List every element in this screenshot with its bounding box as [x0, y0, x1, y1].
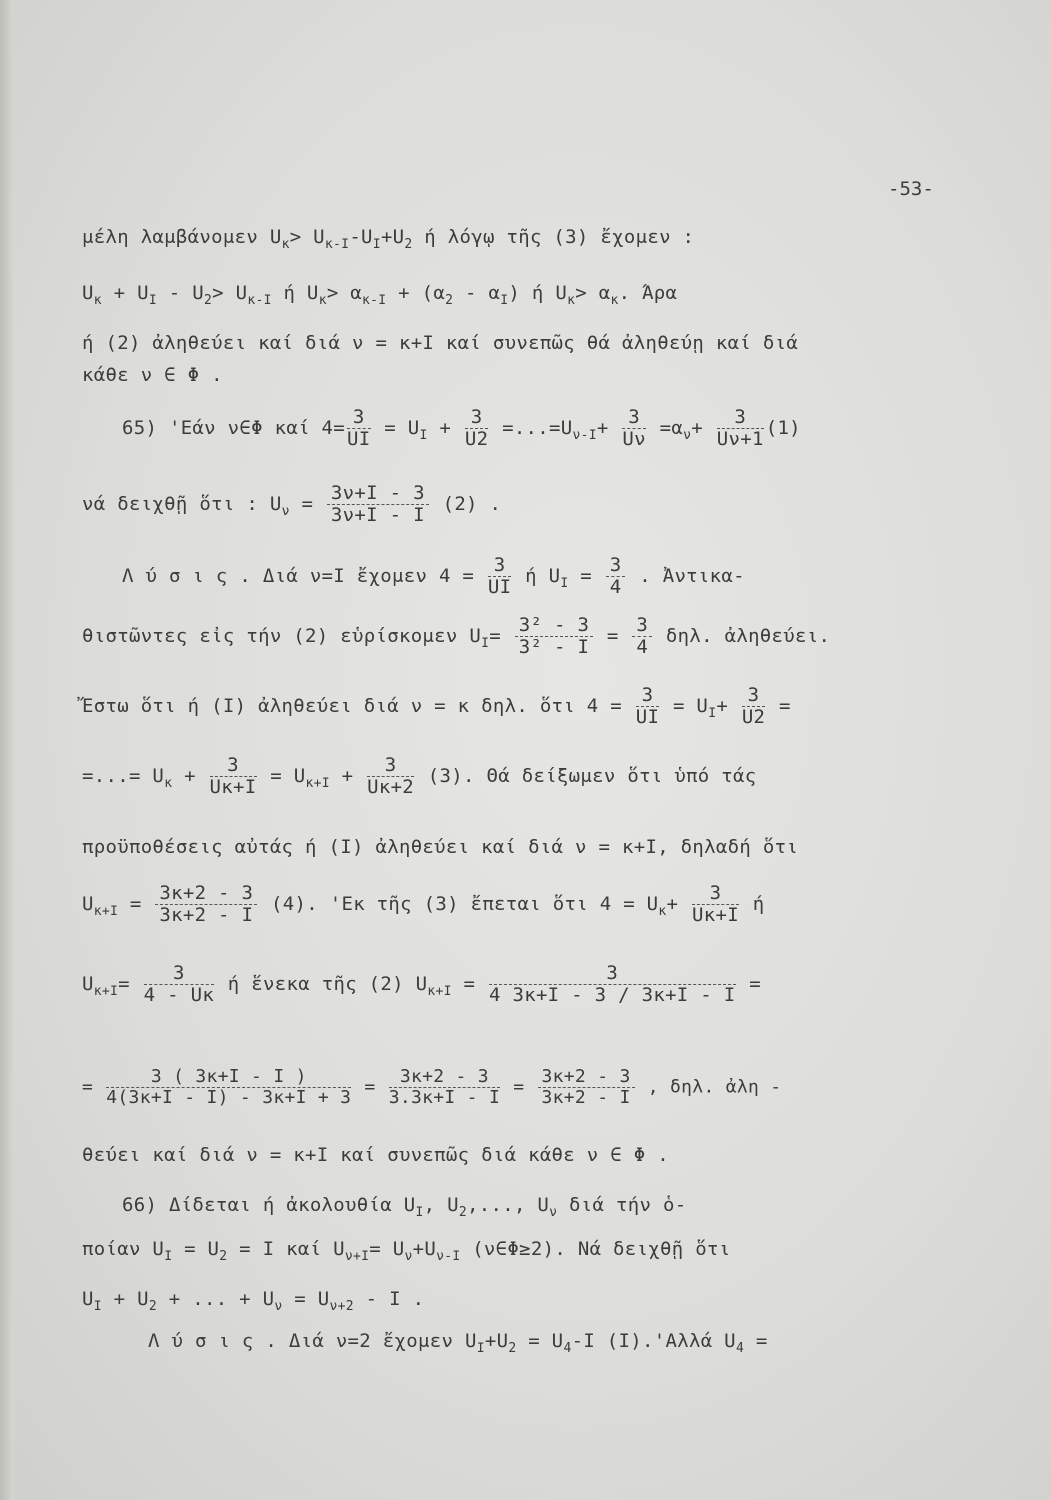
fraction: $\frac{3\nu+I - 3}{3\nu+I - I}$ — [327, 484, 429, 525]
problem-65-statement: 65) 'Εάν ν∈Φ καί 4= $\frac{3}{UI}$ = $U_I$ + $\frac{3}{U2}$ $=...=U_{\nu-I}+$ $\frac{3}{U\nu}$ $=\alpha_\nu+$ $\frac{3}{U\nu+1}$ (1) — [122, 406, 801, 450]
text-line-8: θιστῶντες εἰς τήν (2) εὑρίσκομεν $U_I=$ $\frac{\text{3² - 3}}{\text{3² - Ι}}$ = $\frac{3}{4}$ δηλ. ἀληθεύει. — [82, 614, 831, 658]
fraction: $\frac{3}{U\kappa+I}$ — [209, 754, 257, 798]
text-line-17: ποίαν $U_I = U_2 = I$ καί $U_{\nu+I}= U_\nu+U_{\nu-I}$ (ν∈Φ≥2). Νά δειχθῇ ὅτι — [82, 1238, 731, 1264]
text-line-9: Ἔστω ὅτι ή (Ι) ἀληθεύει διά ν = κ δηλ. ὅτι 4 = $\frac{3}{UI}$ = $U_I+$ $\frac{3}{U2}$ = — [82, 684, 791, 728]
fraction: $\frac{3\kappa+2 - 3}{3.3\kappa+I - I}$ — [388, 1066, 501, 1108]
text-line-12: $U_{\kappa+I}$ = $\frac{3\kappa+2 - 3}{3\kappa+2 - I}$ (4). 'Εκ τῆς (3) ἔπεται ὅτι $4 = U_\kappa+$ $\frac{3}{U\kappa+I}$ ή — [82, 882, 765, 926]
binding-edge — [0, 0, 14, 1500]
fraction: $\frac{3}{4}$ — [606, 556, 626, 597]
fraction: $\frac{3}{4 - U\kappa}$ — [143, 962, 215, 1006]
fraction: $\frac{3}{4 3\kappa+I - 3 / 3\kappa+I - I}$ — [488, 962, 736, 1006]
fraction: $\frac{3}{U\nu}$ — [622, 406, 646, 450]
fraction: $\frac{3\kappa+2 - 3}{3\kappa+2 - I}$ — [538, 1068, 635, 1107]
solution-66-start: Λ ύ σ ι ς . Διά ν=2 ἔχομεν $U_I+U_2 = U_4-I$ (Ι).'Αλλά $U_4$ = — [148, 1330, 768, 1356]
fraction: $\frac{3}{UI}$ — [487, 554, 512, 598]
fraction: $\frac{3}{U\nu+1}$ — [716, 406, 764, 450]
text-line-13: $U_{\kappa+I}=$ $\frac{3}{4 - U\kappa}$ ή ἕνεκα τῆς (2) $U_{\kappa+I}$ = $\frac{3}{4 3\kappa+I - 3 / 3\kappa+I - I}$ = — [82, 962, 761, 1006]
text-line-15: θεύει καί διά ν = κ+Ι καί συνεπῶς διά κάθε ν ∈ Φ . — [82, 1144, 669, 1166]
solution-65-start: Λ ύ σ ι ς . Διά ν=Ι ἔχομεν 4 = $\frac{3}{UI}$ ή $U_I$ = $\frac{3}{4}$ . Ἀντικα- — [122, 554, 745, 598]
problem-66-statement: 66) Δίδεται ή ἀκολουθία $U_I$, $U_2$,..., $U_\nu$ διά τήν ὁ- — [122, 1194, 687, 1220]
fraction: $\frac{3 ( 3\kappa+I - I )}{4(3\kappa+I - I) - 3\kappa+I + 3}$ — [106, 1066, 352, 1108]
text-line-3: ή (2) ἀληθεύει καί διά ν = κ+Ι καί συνεπῶς θά ἀληθεύῃ καί διά — [82, 332, 799, 354]
page-number: -53- — [888, 178, 934, 200]
text-line-1: μέλη λαμβάνομεν $U_\kappa> U_{\kappa-I}-U_I+U_2$ ή λόγῳ τῆς (3) ἔχομεν : — [82, 226, 695, 252]
text-line-6: νά δειχθῇ ὅτι : $U_\nu$ = $\frac{3\nu+I - 3}{3\nu+I - I}$ (2) . — [82, 482, 502, 526]
text-line-14: = $\frac{3 ( 3\kappa+I - I )}{4(3\kappa+I - I) - 3\kappa+I + 3}$ = $\frac{3\kappa+2 - 3}{3.3\kappa+I - I}$ = $\frac{3\kappa+2 - 3}{3\kappa+2 - I}$ , δηλ. ἀλη - — [82, 1066, 782, 1108]
fraction: $\frac{3}{U\kappa+I}$ — [692, 882, 739, 926]
fraction: $\frac{3\kappa+2 - 3}{3\kappa+2 - I}$ — [155, 884, 257, 925]
fraction: $\frac{3}{4}$ — [632, 616, 652, 657]
text-line-10: =...= $U_\kappa$ + $\frac{3}{U\kappa+I}$ = $U_{\kappa+I}$ + $\frac{3}{U\kappa+2}$ (3). Θά δείξωμεν ὅτι ὑπό τάς — [82, 754, 757, 798]
text-line-4: κάθε ν ∈ Φ . — [82, 364, 223, 386]
fraction: $\frac{3}{U\kappa+2}$ — [367, 754, 415, 798]
fraction: $\frac{3}{UI}$ — [347, 406, 371, 450]
text-line-2: $U_\kappa + U_I - U_2> U_{\kappa-I}$ ή $U_\kappa> \alpha_{\kappa-I} + (\alpha_2 - \alpha_I)$ ή $U_\kappa> \alpha_\kappa$. Άρα — [82, 282, 678, 308]
fraction: $\frac{3}{UI}$ — [635, 684, 660, 728]
text-line-18: $U_I + U_2$ + ... + $U_\nu = U_{\nu+2} - I$ . — [82, 1288, 425, 1314]
fraction: $\frac{3}{U2}$ — [741, 684, 766, 728]
fraction: $\frac{\text{3² - 3}}{\text{3² - Ι}}$ — [515, 616, 593, 657]
text-line-11: προϋποθέσεις αὐτάς ή (Ι) ἀληθεύει καί διά ν = κ+Ι, δηλαδή ὅτι — [82, 836, 799, 858]
fraction: $\frac{3}{U2}$ — [464, 406, 489, 450]
